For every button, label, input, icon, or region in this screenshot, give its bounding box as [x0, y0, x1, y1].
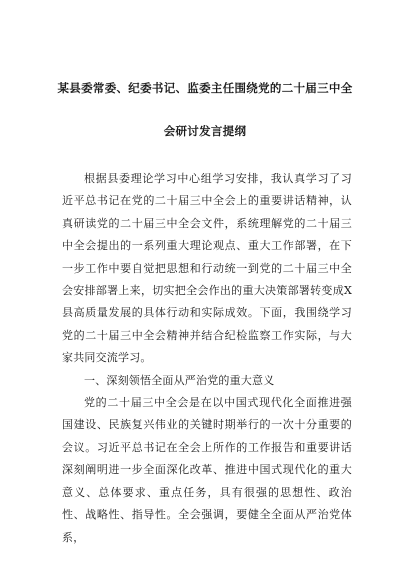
paragraph-intro: 根据县委理论学习中心组学习安排，我认真学习了习近平总书记在党的二十届三中全会上的重要讲话精神，认真研读党的二十届三中全会文件，系统理解党的二十届三中全会提出的一系列重大理论观点、重大工作部署，在下一步工作中要自觉把思想和行动统一到党的二十届三中全会安排部署上来，切实把全会作出的重大决策部署转变成X县高质量发展的具体行动和实际成效。下面，我围绕学习党的二十届三中全会精神并结合纪检监察工作实际，与大家共同交流学习。	[62, 172, 352, 365]
document-title-line-2: 会研讨发言提纲	[163, 124, 247, 138]
document-title-line-1: 某县委常委、纪委书记、监委主任围绕党的二十届三中全	[57, 81, 353, 95]
document-body	[62, 168, 352, 549]
paragraph-section-1: 党的二十届三中全会是在以中国式现代化全面推进强国建设、民族复兴伟业的关键时期举行的一次十分重要的会议。习近平总书记在全会上所作的工作报告和重要讲话深刻阐明进一步全面深化改革、推进中国式现代化的重大意义、总体要求、重点任务，具有很强的思想性、政治性、战略性、指导性。全会强调，要健全全面从严治党体系，	[62, 396, 352, 544]
section-heading-1: 一、深刻领悟全面从严治党的重大意义	[84, 373, 275, 387]
